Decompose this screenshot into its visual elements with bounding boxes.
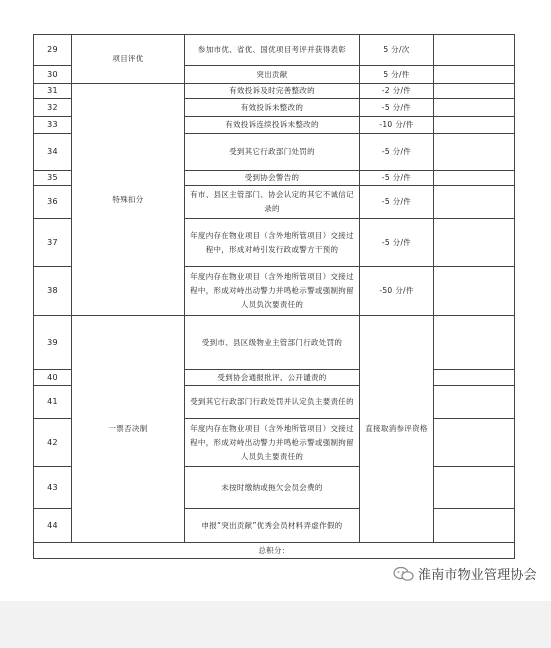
row-number: 38 (34, 267, 72, 316)
scoring-table (33, 34, 515, 559)
score-cell: -2 分/件 (360, 84, 434, 99)
row-number: 30 (34, 66, 72, 84)
total-row (34, 543, 515, 559)
blank-cell (434, 419, 515, 467)
blank-cell (434, 171, 515, 186)
item-cell: 年度内存在物业项目（含外地所管项目）交接过程中，形成对峙引发行政或警方干预的 (185, 219, 360, 267)
item-cell: 年度内存在物业项目（含外地所管项目）交接过程中，形成对峙出动警力并鸣枪示警或强制拘留人员负主要责任的 (185, 419, 360, 467)
item-cell: 有效投诉及时完善整改的 (185, 84, 360, 99)
score-cell: -5 分/件 (360, 99, 434, 117)
blank-cell (434, 186, 515, 219)
item-cell: 受到协会警告的 (185, 171, 360, 186)
table-row (34, 84, 515, 99)
row-number: 29 (34, 35, 72, 66)
category-cell: 项目评优 (72, 35, 185, 84)
watermark-text: 淮南市物业管理协会 (418, 568, 537, 583)
row-number: 41 (34, 386, 72, 419)
blank-cell (434, 509, 515, 543)
row-number: 36 (34, 186, 72, 219)
total-score-label: 总积分： (34, 543, 515, 559)
item-cell: 年度内存在物业项目（含外地所管项目）交接过程中，形成对峙出动警力并鸣枪示警或强制拘留人员负次要责任的 (185, 267, 360, 316)
row-number: 43 (34, 467, 72, 509)
footer-band (0, 601, 551, 648)
item-cell: 突出贡献 (185, 66, 360, 84)
row-number: 35 (34, 171, 72, 186)
score-cell: -5 分/件 (360, 134, 434, 171)
score-cell: -50 分/件 (360, 267, 434, 316)
table-row (34, 316, 515, 370)
table-row (34, 35, 515, 66)
blank-cell (434, 66, 515, 84)
wechat-icon (392, 566, 416, 582)
row-number: 42 (34, 419, 72, 467)
blank-cell (434, 134, 515, 171)
blank-cell (434, 35, 515, 66)
item-cell: 未按时缴纳或拖欠会员会费的 (185, 467, 360, 509)
item-cell: 参加市优、省优、国优项目考评并获得表彰 (185, 35, 360, 66)
blank-cell (434, 84, 515, 99)
blank-cell (434, 316, 515, 370)
category-cell: 一票否决制 (72, 316, 185, 543)
score-cell: -5 分/件 (360, 186, 434, 219)
blank-cell (434, 99, 515, 117)
watermark (392, 564, 537, 583)
score-cell: -5 分/件 (360, 219, 434, 267)
score-cell: -10 分/件 (360, 117, 434, 134)
veto-result-cell: 直接取消参评资格 (360, 316, 434, 543)
item-cell: 受到其它行政部门处罚的 (185, 134, 360, 171)
blank-cell (434, 370, 515, 386)
item-cell: 有效投诉连续投诉未整改的 (185, 117, 360, 134)
item-cell: 受到其它行政部门行政处罚并认定负主要责任的 (185, 386, 360, 419)
blank-cell (434, 117, 515, 134)
item-cell: 受到协会通报批评、公开谴责的 (185, 370, 360, 386)
item-cell: 受到市、县区级物业主管部门行政处罚的 (185, 316, 360, 370)
score-cell: 5 分/次 (360, 35, 434, 66)
item-cell: 有效投诉未整改的 (185, 99, 360, 117)
category-cell: 特殊扣分 (72, 84, 185, 316)
row-number: 44 (34, 509, 72, 543)
blank-cell (434, 386, 515, 419)
score-cell: 5 分/件 (360, 66, 434, 84)
blank-cell (434, 219, 515, 267)
item-cell: 有市、县区主管部门、协会认定的其它不诚信记录的 (185, 186, 360, 219)
row-number: 39 (34, 316, 72, 370)
row-number: 31 (34, 84, 72, 99)
row-number: 34 (34, 134, 72, 171)
item-cell: 申报“突出贡献”优秀会员材料弄虚作假的 (185, 509, 360, 543)
row-number: 37 (34, 219, 72, 267)
row-number: 32 (34, 99, 72, 117)
row-number: 33 (34, 117, 72, 134)
score-cell: -5 分/件 (360, 171, 434, 186)
row-number: 40 (34, 370, 72, 386)
blank-cell (434, 267, 515, 316)
blank-cell (434, 467, 515, 509)
